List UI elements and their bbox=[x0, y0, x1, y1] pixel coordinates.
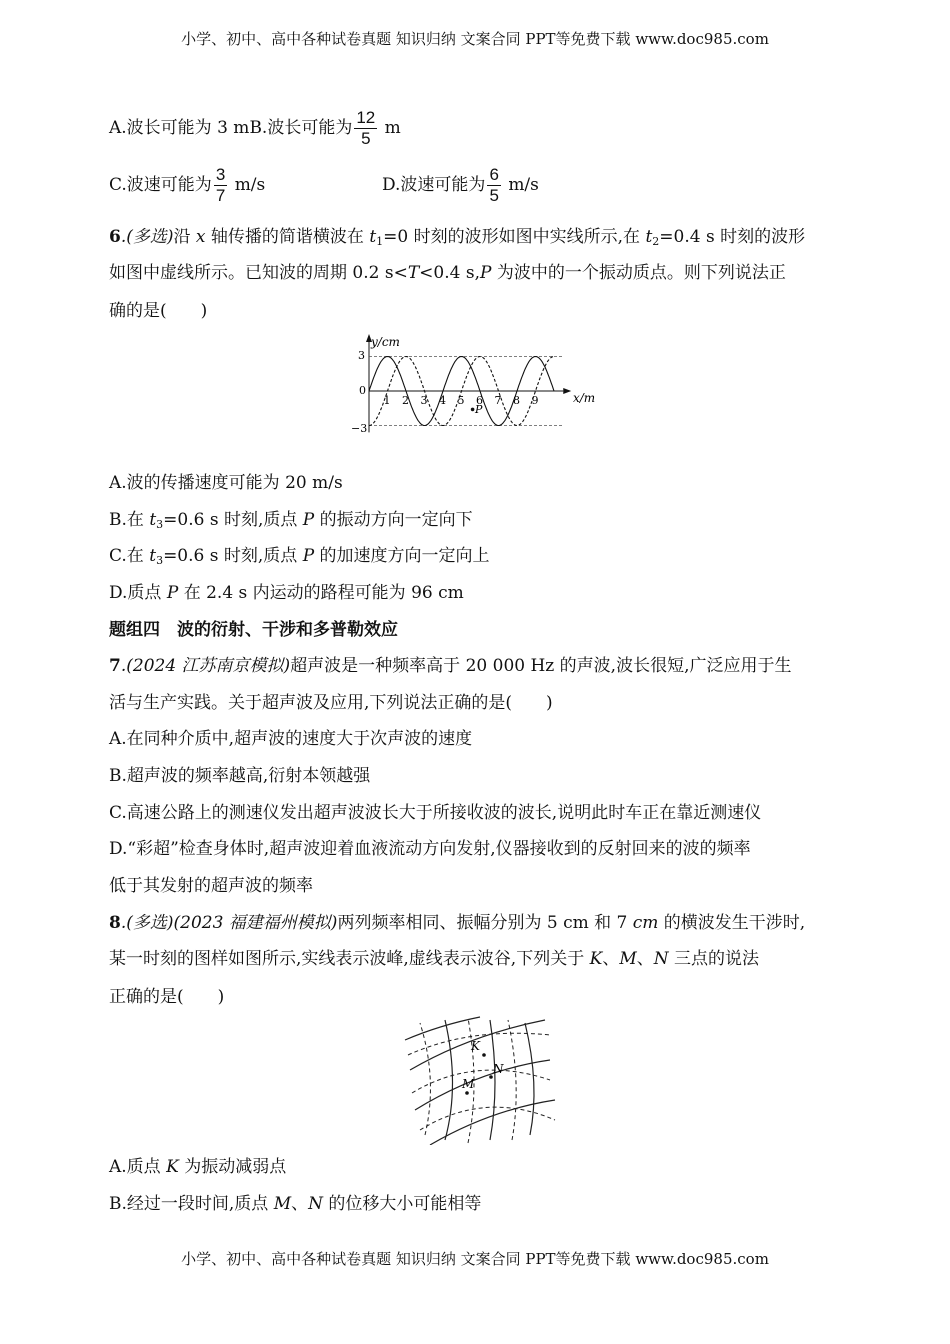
q7-option-d-line2: 低于其发射的超声波的频率 bbox=[109, 876, 313, 896]
text: B.在 bbox=[109, 510, 150, 530]
frac-numerator: 6 bbox=[489, 165, 499, 184]
unit-cm: cm bbox=[632, 913, 659, 933]
q5-option-d-line bbox=[382, 165, 539, 206]
x-tick-label: 6 bbox=[476, 394, 483, 407]
text: =0.6 s 时刻,质点 bbox=[163, 510, 303, 530]
text: 某一时刻的图样如图所示,实线表示波峰,虚线表示波谷,下列关于 bbox=[109, 949, 590, 969]
q5-option-b-unit: m bbox=[384, 118, 401, 138]
q6-stem-line3: 确的是( ) bbox=[109, 301, 208, 321]
q5-option-c-unit: m/s bbox=[234, 175, 266, 195]
subscript: 1 bbox=[376, 235, 384, 248]
text: 、 bbox=[602, 949, 620, 969]
q5-options-cd bbox=[109, 165, 265, 206]
q6-wave-chart bbox=[345, 330, 605, 438]
var-N: N bbox=[653, 949, 669, 969]
q6-option-d bbox=[109, 582, 464, 604]
var-M: M bbox=[619, 949, 637, 969]
text: 为振动减弱点 bbox=[178, 1157, 287, 1177]
q8-option-b bbox=[109, 1193, 481, 1215]
point-m bbox=[465, 1091, 469, 1095]
q7-option-d-line1: D.“彩超”检查身体时,超声波迎着血液流动方向发射,仪器接收到的反射回来的波的频率 bbox=[109, 839, 751, 859]
text: 为波中的一个振动质点。则下列说法正 bbox=[491, 263, 786, 283]
text: 、 bbox=[291, 1194, 309, 1214]
text: =0.6 s 时刻,质点 bbox=[163, 546, 303, 566]
q5-option-d: D.波速可能为 bbox=[382, 175, 486, 195]
var-t: t bbox=[149, 546, 157, 566]
text: 的加速度方向一定向上 bbox=[314, 546, 490, 566]
q8-number: 8 bbox=[109, 913, 121, 933]
trough-line bbox=[412, 1070, 550, 1093]
q6-option-c bbox=[109, 545, 490, 572]
q7-option-c: C.高速公路上的测速仪发出超声波波长大于所接收波的波长,说明此时车正在靠近测速仪 bbox=[109, 803, 762, 823]
q7-tag: .(2024 江苏南京模拟) bbox=[120, 656, 291, 676]
q8-stem-line3: 正确的是( ) bbox=[109, 987, 225, 1007]
subscript: 3 bbox=[156, 554, 164, 567]
crest-line bbox=[445, 1020, 453, 1140]
text: D.质点 bbox=[109, 583, 167, 603]
var-K: K bbox=[166, 1157, 179, 1177]
x-axis-label: x/m bbox=[573, 391, 596, 405]
text: B.经过一段时间,质点 bbox=[109, 1194, 274, 1214]
label-n: N bbox=[493, 1062, 504, 1076]
q6-stem-line1 bbox=[109, 226, 805, 253]
var-N: N bbox=[308, 1194, 324, 1214]
var-t: t bbox=[369, 227, 377, 247]
text: 轴传播的简谐横波在 bbox=[205, 227, 370, 247]
text: 的振动方向一定向下 bbox=[314, 510, 473, 530]
text: A.质点 bbox=[109, 1157, 167, 1177]
text: 两列频率相同、振幅分别为 5 cm 和 7 bbox=[337, 913, 633, 933]
subscript: 2 bbox=[652, 235, 660, 248]
x-axis-arrow bbox=[563, 388, 571, 394]
trough-line bbox=[420, 1023, 430, 1135]
text: C.在 bbox=[109, 546, 150, 566]
y-tick-top: 3 bbox=[358, 349, 365, 362]
var-K: K bbox=[589, 949, 603, 969]
text: 在 2.4 s 内运动的路程可能为 96 cm bbox=[178, 583, 464, 603]
q8-stem-line2 bbox=[109, 948, 759, 970]
text: 的位移大小可能相等 bbox=[323, 1194, 482, 1214]
q8-stem-line1 bbox=[109, 912, 805, 934]
x-tick-label: 3 bbox=[420, 394, 428, 407]
y-tick-bottom: −3 bbox=[351, 422, 368, 435]
var-P: P bbox=[302, 546, 315, 566]
var-P: P bbox=[302, 510, 315, 530]
frac-numerator: 12 bbox=[356, 108, 376, 127]
text: 三点的说法 bbox=[668, 949, 760, 969]
var-P: P bbox=[166, 583, 179, 603]
section-title: 题组四 波的衍射、干涉和多普勒效应 bbox=[109, 620, 398, 640]
q6-tag: .(多选) bbox=[120, 227, 174, 247]
text: 、 bbox=[636, 949, 654, 969]
crest-line bbox=[490, 1020, 495, 1140]
q6-option-a: A.波的传播速度可能为 20 m/s bbox=[109, 473, 343, 493]
y-axis-label: y/cm bbox=[371, 335, 400, 349]
frac-denominator: 5 bbox=[489, 186, 499, 205]
x-tick-label: 4 bbox=[439, 394, 446, 407]
q7-option-a: A.在同种介质中,超声波的速度大于次声波的速度 bbox=[109, 729, 473, 749]
q7-option-b: B.超声波的频率越高,衍射本领越强 bbox=[109, 766, 371, 786]
crest-line bbox=[525, 1023, 534, 1135]
q7-stem-line2: 活与生产实践。关于超声波及应用,下列说法正确的是( ) bbox=[109, 693, 553, 713]
q5-options-ab bbox=[109, 108, 401, 149]
q7-number: 7 bbox=[109, 656, 121, 676]
crest-line bbox=[415, 1060, 550, 1110]
x-tick-label: 8 bbox=[513, 394, 520, 407]
text: 沿 bbox=[173, 227, 196, 247]
q5-option-d-unit: m/s bbox=[508, 175, 539, 195]
x-tick-label: 7 bbox=[494, 394, 502, 407]
page-header: 小学、初中、高中各种试卷真题 知识归纳 文案合同 PPT等免费下载 www.doc985.com bbox=[181, 30, 769, 48]
label-k: K bbox=[471, 1039, 480, 1053]
frac-numerator: 3 bbox=[215, 165, 226, 184]
var-t: t bbox=[149, 510, 157, 530]
frac-denominator: 5 bbox=[361, 129, 371, 148]
x-tick-label: 2 bbox=[402, 394, 409, 407]
q5-option-d-fraction bbox=[487, 165, 500, 206]
subscript: 3 bbox=[156, 518, 164, 531]
q5-option-c: C.波速可能为 bbox=[109, 175, 212, 195]
text: 如图中虚线所示。已知波的周期 0.2 s< bbox=[109, 263, 408, 283]
text: 的横波发生干涉时, bbox=[658, 913, 806, 933]
point-p bbox=[471, 408, 475, 412]
q6-option-b bbox=[109, 509, 473, 536]
trough-line bbox=[508, 1020, 516, 1140]
point-p-label: P bbox=[475, 403, 483, 416]
point-k bbox=[482, 1053, 486, 1057]
x-tick-label: 5 bbox=[457, 394, 465, 407]
q8-tag: .(多选)(2023 福建福州模拟) bbox=[120, 913, 338, 933]
q8-option-a bbox=[109, 1156, 286, 1178]
text: =0.4 s 时刻的波形 bbox=[659, 227, 806, 247]
label-m: M bbox=[462, 1077, 475, 1091]
origin-label: 0 bbox=[359, 384, 366, 397]
x-tick-label: 1 bbox=[383, 394, 391, 407]
q6-number: 6 bbox=[109, 227, 121, 247]
q8-interference-figure bbox=[400, 1015, 560, 1145]
text: 超声波是一种频率高于 20 000 Hz 的声波,波长很短,广泛应用于生 bbox=[290, 656, 792, 676]
q5-option-c-fraction bbox=[214, 165, 227, 206]
var-t: t bbox=[645, 227, 653, 247]
q6-stem-line2 bbox=[109, 262, 786, 284]
var-x: x bbox=[195, 227, 206, 247]
frac-denominator: 7 bbox=[215, 186, 226, 205]
page-footer: 小学、初中、高中各种试卷真题 知识归纳 文案合同 PPT等免费下载 www.doc985.com bbox=[181, 1250, 769, 1268]
q7-stem-line1 bbox=[109, 655, 791, 677]
q5-option-a: A.波长可能为 3 m bbox=[109, 118, 250, 138]
text: <0.4 s, bbox=[419, 263, 480, 283]
q5-option-b: B.波长可能为 bbox=[249, 118, 353, 138]
q5-option-b-fraction bbox=[354, 108, 377, 149]
text: =0 时刻的波形如图中实线所示,在 bbox=[383, 227, 646, 247]
x-tick-label: 9 bbox=[531, 394, 539, 407]
trough-line bbox=[420, 1107, 555, 1130]
var-M: M bbox=[273, 1194, 292, 1214]
var-T: T bbox=[407, 263, 420, 283]
var-P: P bbox=[479, 263, 492, 283]
